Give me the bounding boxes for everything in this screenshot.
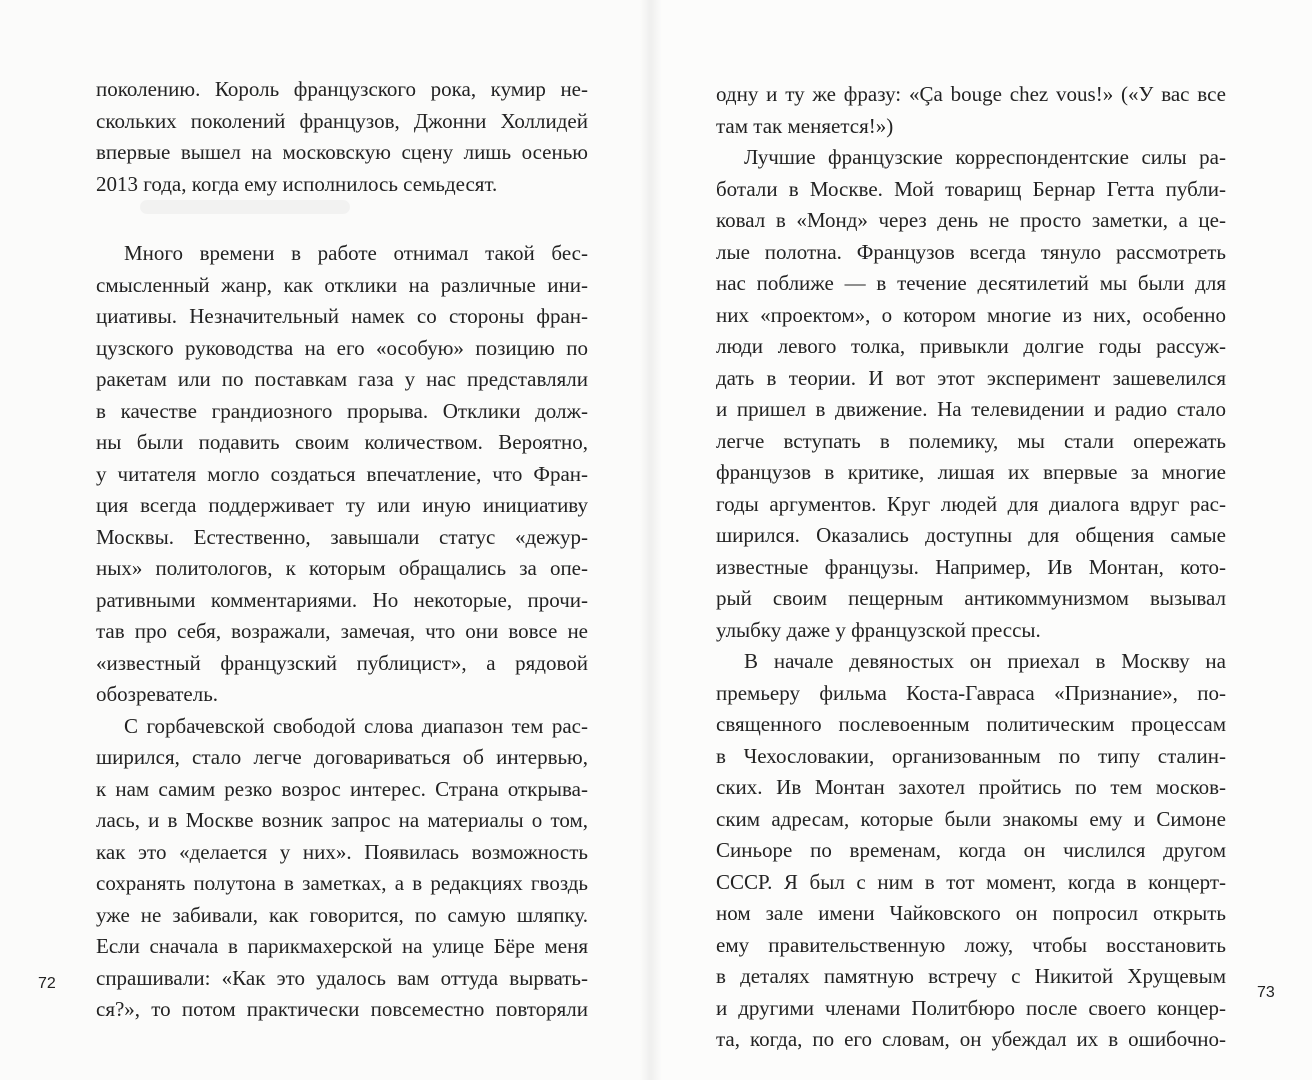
text-line: лые полотна. Французов всегда тянуло рассмотреть bbox=[716, 239, 1226, 264]
text-line: улыбку даже у французской прессы. bbox=[716, 617, 1041, 642]
text-line: и другими членами Политбюро после своего концер- bbox=[716, 995, 1226, 1020]
text-line: них «проектом», о котором многие из них, особенно bbox=[716, 302, 1226, 327]
text-line: тав про себя, возражали, замечая, что они вовсе не bbox=[96, 619, 588, 643]
text-line: Синьоре по временам, когда он числился другом bbox=[716, 838, 1226, 862]
text-line: в качестве грандиозного прорыва. Отклики долж- bbox=[96, 398, 588, 423]
text-line: ских. Ив Монтан захотел пройтись по тем москов- bbox=[716, 775, 1226, 799]
text-line: уже не забивали, как говорится, по самую шляпку. bbox=[96, 902, 588, 927]
text-line: в деталях памятную встречу с Никитой Хрущевым bbox=[716, 964, 1226, 988]
text-line: 2013 года, когда ему исполнилось семьдесят. bbox=[96, 171, 498, 196]
text-line: рый своим пещерным антикоммунизмом вызывал bbox=[716, 586, 1226, 610]
text-line: Много времени в работе отнимал такой бес- bbox=[124, 241, 588, 265]
text-line: циативы. Незначительный намек со стороны фран- bbox=[96, 304, 588, 328]
text-line: ных» политологов, к которым обращались за опе- bbox=[96, 556, 588, 580]
text-line: ковал в «Монд» через день не просто заметки, а це- bbox=[716, 208, 1226, 232]
text-line: у читателя могло создаться впечатление, что Фран- bbox=[96, 461, 588, 486]
text-line: В начале девяностых он приехал в Москву на bbox=[744, 649, 1226, 673]
text-line: сохранять полутона в заметках, а в редакциях гвоздь bbox=[96, 871, 588, 895]
text-line: как это «делается у них». Появилась возможность bbox=[96, 839, 588, 864]
text-line: ему правительственную ложу, чтобы восстановить bbox=[716, 932, 1226, 957]
text-line: легче вступать в полемику, мы стали опережать bbox=[716, 428, 1226, 453]
text-line: та, когда, по его словам, он убеждал их в ошибочно- bbox=[716, 1027, 1226, 1051]
text-line: священного послевоенным политическим процессам bbox=[716, 712, 1226, 736]
left-page bbox=[0, 0, 650, 1080]
text-line: цузского руководства на его «особую» позицию по bbox=[96, 335, 588, 360]
text-line: дать в теории. И вот этот эксперимент зашевелился bbox=[716, 365, 1226, 390]
text-line: ном зале имени Чайковского он попросил открыть bbox=[716, 901, 1226, 925]
text-line: ны были подавить своим количеством. Вероятно, bbox=[96, 430, 588, 454]
text-line: годы аргументов. Круг людей для диалога вдруг рас- bbox=[716, 491, 1226, 516]
text-line: поколению. Король французского рока, кумир не- bbox=[96, 77, 588, 101]
text-line: С горбачевской свободой слова диапазон тем рас- bbox=[124, 713, 588, 738]
text-line: люди левого толка, привыкли долгие годы рассуж- bbox=[716, 334, 1226, 358]
text-line: ширился, стало легче договариваться об интервью, bbox=[96, 745, 588, 769]
text-line: ративными комментариями. Но некоторые, прочи- bbox=[96, 587, 588, 612]
text-line: ракетам или по поставкам газа у нас представляли bbox=[96, 367, 588, 391]
text-line: в Чехословакии, организованным по типу сталин- bbox=[716, 743, 1226, 768]
text-line: ботали в Москве. Мой товарищ Бернар Гетта публи- bbox=[716, 176, 1226, 201]
text-line: впервые вышел на московскую сцену лишь осенью bbox=[96, 140, 588, 164]
section-break bbox=[96, 200, 588, 238]
text-line: известные французы. Например, Ив Монтан, кото- bbox=[716, 554, 1226, 579]
text-line: Если сначала в парикмахерской на улице Бёре меня bbox=[96, 934, 588, 958]
text-line: к нам самим резко возрос интерес. Страна открыва- bbox=[96, 776, 588, 801]
text-line: ция всегда поддерживает ту или иную инициативу bbox=[96, 493, 588, 517]
text-line: обозреватель. bbox=[96, 682, 219, 706]
text-line: премьеру фильма Коста-Гавраса «Признание», по- bbox=[716, 680, 1226, 705]
text-line: Лучшие французские корреспондентские силы ра- bbox=[744, 145, 1226, 169]
right-page-text bbox=[716, 79, 1226, 1056]
book-gutter bbox=[640, 0, 662, 1080]
text-line: ся?», то потом практически повсеместно повторяли bbox=[96, 997, 588, 1021]
text-line: Москвы. Естественно, завышали статус «дежур- bbox=[96, 524, 588, 549]
text-line: спрашивали: «Как это удалось вам оттуда вырвать- bbox=[96, 965, 588, 990]
text-line: нас поближе — в течение десятилетий мы были для bbox=[716, 271, 1226, 295]
page-number: 72 bbox=[38, 975, 56, 992]
text-line: скольких поколений французов, Джонни Холлидей bbox=[96, 108, 588, 133]
text-line: смысленный жанр, как отклики на различные ини- bbox=[96, 272, 588, 297]
text-line: лась, и в Москве возник запрос на материалы о том, bbox=[96, 808, 588, 832]
text-line: ским адресам, которые были знакомы ему и Симоне bbox=[716, 806, 1226, 831]
left-page-text bbox=[96, 74, 588, 1026]
page-number: 73 bbox=[1257, 984, 1275, 1001]
text-line: ширился. Оказались доступны для общения самые bbox=[716, 523, 1226, 547]
text-line: там так меняется!») bbox=[716, 113, 894, 138]
text-line: СССР. Я был с ним в тот момент, когда в концерт- bbox=[716, 869, 1226, 894]
text-line: французов в критике, лишая их впервые за многие bbox=[716, 460, 1226, 484]
text-line: «известный французский публицист», а рядовой bbox=[96, 650, 588, 675]
text-line: одну и ту же фразу: «Ça bouge chez vous!» («У вас все bbox=[716, 82, 1226, 106]
text-line: и пришел в движение. На телевидении и радио стало bbox=[716, 397, 1226, 421]
